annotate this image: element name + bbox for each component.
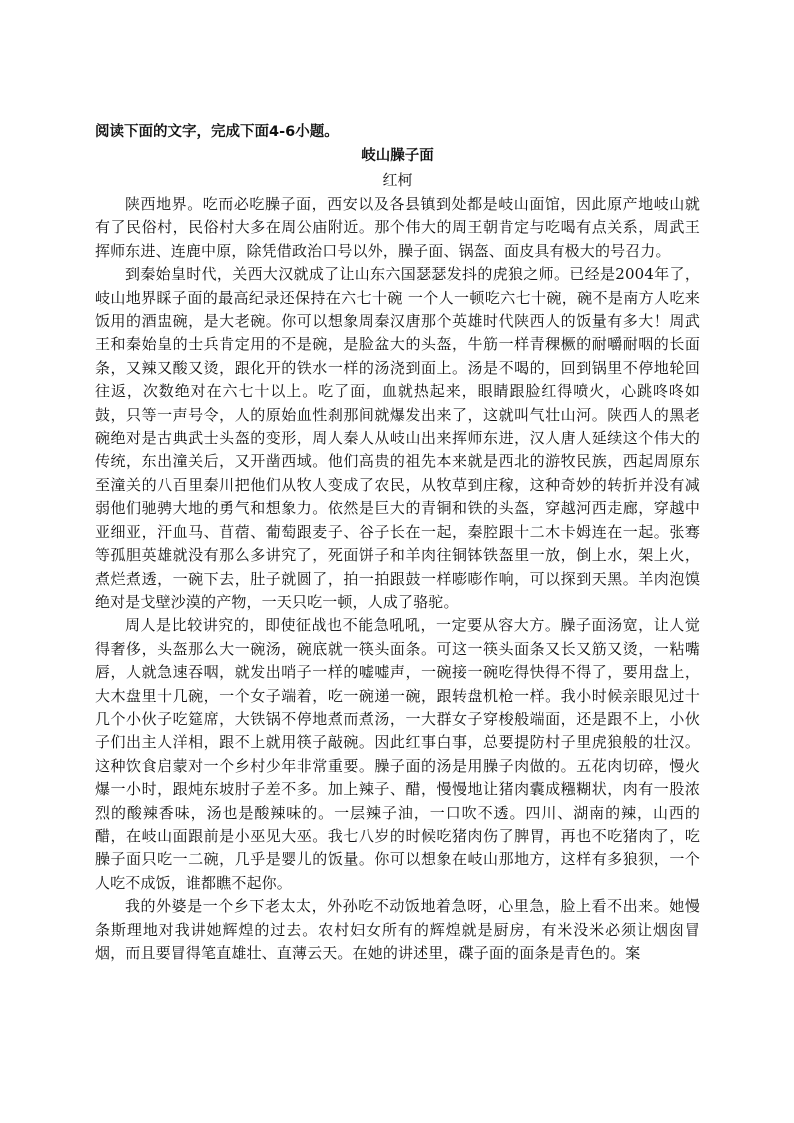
article-author: 红柯 <box>382 171 413 189</box>
reading-instruction: 阅读下面的文字，完成下面4-6小题。 <box>95 124 339 140</box>
paragraph-2: 到秦始皇时代，关西大汉就成了让山东六国瑟瑟发抖的虎狼之师。已经是2004年了，岐山地界睬子面的最高纪录还保持在六七十碗 一个人一顿吃六七十碗，碗不是南方人吃来饭用的酒盅碗，是大老碗。你可以想象周秦汉唐那个英雄时代陕西人的饭量有多大！周武王和秦始皇的士兵肯定用的不是碗，是脸盆大的头盔，牛筋一样青稞橛的耐嚼耐咽的长面条，又辣又酸又烫，跟化开的铁水一样的汤浇到面上。汤是不喝的，回到锅里不停地轮回往返，次数绝对在六七十以上。吃了面，血就热起来，眼睛跟脸红得喷火，心跳咚咚如鼓，只等一声号令，人的原始血性刹那间就爆发出来了，这就叫气壮山河。陕西人的黑老碗绝对是古典武士头盔的变形，周人秦人从岐山出来挥师东进，汉人唐人延续这个伟大的传统，东出潼关后，又开凿西域。他们高贵的祖先本来就是西北的游牧民族，西起周原东至潼关的八百里秦川把他们从牧人变成了农民，从牧草到庄稼，这种奇妙的转折并没有减弱他们驰骋大地的勇气和想象力。依然是巨大的青铜和铁的头盔，穿越河西走廊，穿越中亚细亚，汗血马、苜蓿、葡萄跟麦子、谷子长在一起，秦腔跟十二木卡姆连在一起。张骞等孤胆英雄就没有那么多讲究了，死面饼子和羊肉往铜钵铁盔里一放，倒上水，架上火，煮烂煮透，一碗下去，肚子就圆了，拍一拍跟鼓一样嘭嘭作响，可以探到天黑。羊肉泡馍绝对是戈壁沙漠的产物，一天只吃一顿，人成了骆驼。 <box>95 265 700 611</box>
paragraph-3: 周人是比较讲究的，即使征战也不能急吼吼，一定要从容大方。臊子面汤宽，让人觉得奢侈，头盔那么大一碗汤，碗底就一筷头面条。可这一筷头面条又长又筋又烫，一粘嘴唇，人就急速吞咽，就发出哨子一样的嘘嘘声，一碗接一碗吃得快得不得了，要用盘上，大木盘里十几碗，一个女子端着，吃一碗递一碗，跟转盘机枪一样。我小时候亲眼见过十几个小伙子吃筵席，大铁锅不停地煮而煮汤，一大群女子穿梭般端面，还是跟不上，小伙子们出主人洋相，跟不上就用筷子敲碗。因此红事白事，总要提防村子里虎狼般的壮汉。这种饮食启蒙对一个乡村少年非常重要。臊子面的汤是用臊子肉做的。五花肉切碎，慢火爆一小时，跟炖东坡肘子差不多。加上辣子、醋，慢慢地让猪肉囊成糨糊状，肉有一股浓烈的酸辣香味，汤也是酸辣味的。一层辣子油，一口吹不透。四川、湖南的辣，山西的醋，在岐山面跟前是小巫见大巫。我七八岁的时候吃猪肉伤了脾胃，再也不吃猪肉了，吃臊子面只吃一二碗，几乎是婴儿的饭量。你可以想象在岐山那地方，这样有多狼狈，一个人吃不成饭，谁都瞧不起你。 <box>95 616 700 892</box>
paragraph-4: 我的外婆是一个乡下老太太，外孙吃不动饭地着急呀，心里急，脸上看不出来。她慢条斯理地对我讲她辉煌的过去。农村妇女所有的辉煌就是厨房，有米没米必须让烟囱冒烟，而且要冒得笔直雄壮、直薄云天。在她的讲述里，碟子面的面条是青色的。案 <box>95 897 700 962</box>
article-title: 岐山臊子面 <box>361 148 434 164</box>
paragraph-1: 陕西地界。吃而必吃臊子面，西安以及各县镇到处都是岐山面馆，因此原产地岐山就有了民俗村，民俗村大多在周公庙附近。那个伟大的周王朝肯定与吃喝有点关系，周武王挥师东进、连鹿中原，除凭借政治口号以外，臊子面、锅盔、面皮具有极大的号召力。 <box>95 195 700 260</box>
document-page <box>95 120 700 965</box>
